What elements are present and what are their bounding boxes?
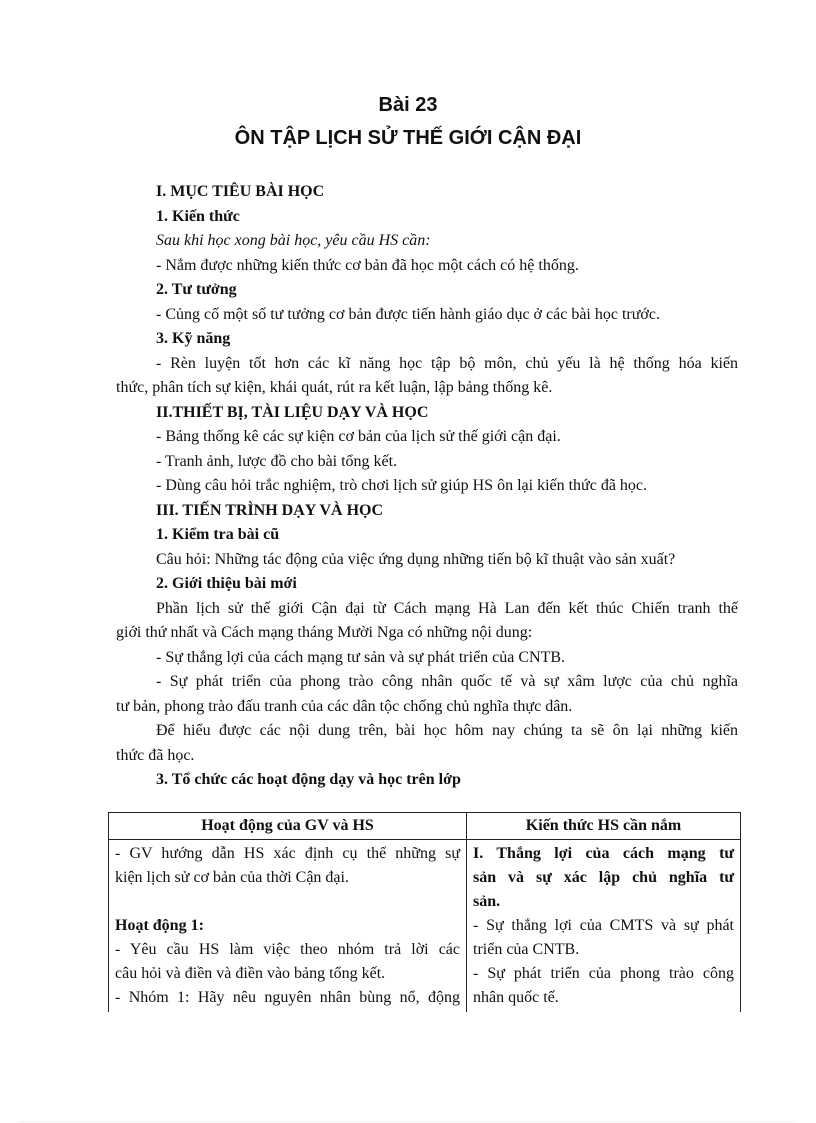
cell-line: triển của CNTB.	[473, 941, 580, 958]
section-heading-process: III. TIẾN TRÌNH DẠY VÀ HỌC	[156, 501, 384, 519]
table-header-row	[109, 813, 741, 840]
list-item: - Tranh ảnh, lược đồ cho bài tổng kết.	[156, 452, 398, 470]
cell-heading: sản.	[473, 893, 501, 910]
section-heading-objectives: I. MỤC TIÊU BÀI HỌC	[156, 183, 325, 200]
paragraph: tư bản, phong trào đấu tranh của các dân tộc chống chủ nghĩa thực dân.	[116, 697, 573, 715]
cell-line: câu hỏi và điền và điền vào bảng tổng kết.	[115, 965, 386, 982]
list-item: - Dùng câu hỏi trắc nghiệm, trò chơi lịch sử giúp HS ôn lại kiến thức đã học.	[156, 477, 648, 494]
paragraph: - Rèn luyện tốt hơn các kĩ năng học tập bộ môn, chủ yếu là hệ thống hóa kiến	[156, 354, 738, 372]
lesson-number: Bài 23	[378, 94, 438, 116]
paragraph: - Nắm được những kiến thức cơ bản đã học một cách có hệ thống.	[156, 256, 579, 274]
subheading-skills: 3. Kỹ năng	[156, 330, 231, 347]
paragraph: - Sự phát triển của phong trào công nhân quốc tế và sự xâm lược của chủ nghĩa	[156, 673, 738, 690]
document-body	[116, 180, 738, 793]
cell-heading: sản và sự xác lập chủ nghĩa tư	[473, 869, 734, 886]
cell-line: - Yêu cầu HS làm việc theo nhóm trả lời các	[115, 941, 460, 958]
column-header: Hoạt động của GV và HS	[109, 813, 467, 840]
subheading-knowledge: 1. Kiến thức	[156, 207, 240, 225]
cell-line: - GV hướng dẫn HS xác định cụ thể những sự	[115, 845, 460, 862]
paragraph: - Củng cố một số tư tưởng cơ bản được tiến hành giáo dục ở các bài học trước.	[156, 305, 660, 323]
question: Câu hỏi: Những tác động của việc ứng dụng những tiến bộ kĩ thuật vào sản xuất?	[156, 550, 676, 568]
table-row	[109, 840, 741, 1013]
subheading-ideology: 2. Tư tưởng	[156, 281, 237, 298]
cell-line: - Sự thắng lợi của CMTS và sự phát	[473, 917, 734, 934]
activities-table	[108, 812, 741, 1012]
paragraph: - Sự thắng lợi của cách mạng tư sản và sự phát triển của CNTB.	[156, 648, 566, 666]
cell-line: kiện lịch sử cơ bản của thời Cận đại.	[115, 869, 349, 886]
section-heading-materials: II.THIẾT BỊ, TÀI LIỆU DẠY VÀ HỌC	[156, 403, 429, 421]
paragraph: thức đã học.	[116, 746, 195, 764]
subheading-intro: 2. Giới thiệu bài mới	[156, 575, 297, 592]
page-bottom-edge	[20, 1121, 796, 1122]
cell-line: nhân quốc tế.	[473, 989, 559, 1006]
table-cell-activities	[109, 840, 467, 1013]
paragraph: giới thứ nhất và Cách mạng tháng Mười Nga có những nội dung:	[116, 624, 533, 641]
table-cell-knowledge	[467, 840, 741, 1013]
cell-line: - Sự phát triển của phong trào công	[473, 965, 734, 982]
subheading-activities: 3. Tổ chức các hoạt động dạy và học trên lớp	[156, 771, 461, 788]
paragraph: Phần lịch sử thế giới Cận đại từ Cách mạng Hà Lan đến kết thúc Chiến tranh thế	[156, 599, 738, 617]
intro-text: Sau khi học xong bài học, yêu cầu HS cần:	[156, 232, 431, 249]
activity-heading: Hoạt động 1:	[115, 917, 204, 934]
spacer	[115, 890, 460, 914]
column-header: Kiến thức HS cần nắm	[467, 813, 741, 840]
paragraph: thức, phân tích sự kiện, khái quát, rút ra kết luận, lập bảng thống kê.	[116, 379, 553, 396]
cell-line: - Nhóm 1: Hãy nêu nguyên nhân bùng nổ, động	[115, 989, 460, 1006]
page-title: ÔN TẬP LỊCH SỬ THẾ GIỚI CẬN ĐẠI	[234, 127, 582, 149]
list-item: - Bảng thống kê các sự kiện cơ bản của lịch sử thế giới cận đại.	[156, 428, 561, 445]
cell-heading: I. Thắng lợi của cách mạng tư	[473, 845, 734, 862]
subheading-review: 1. Kiểm tra bài cũ	[156, 526, 280, 543]
paragraph: Để hiểu được các nội dung trên, bài học hôm nay chúng ta sẽ ôn lại những kiến	[156, 722, 738, 739]
